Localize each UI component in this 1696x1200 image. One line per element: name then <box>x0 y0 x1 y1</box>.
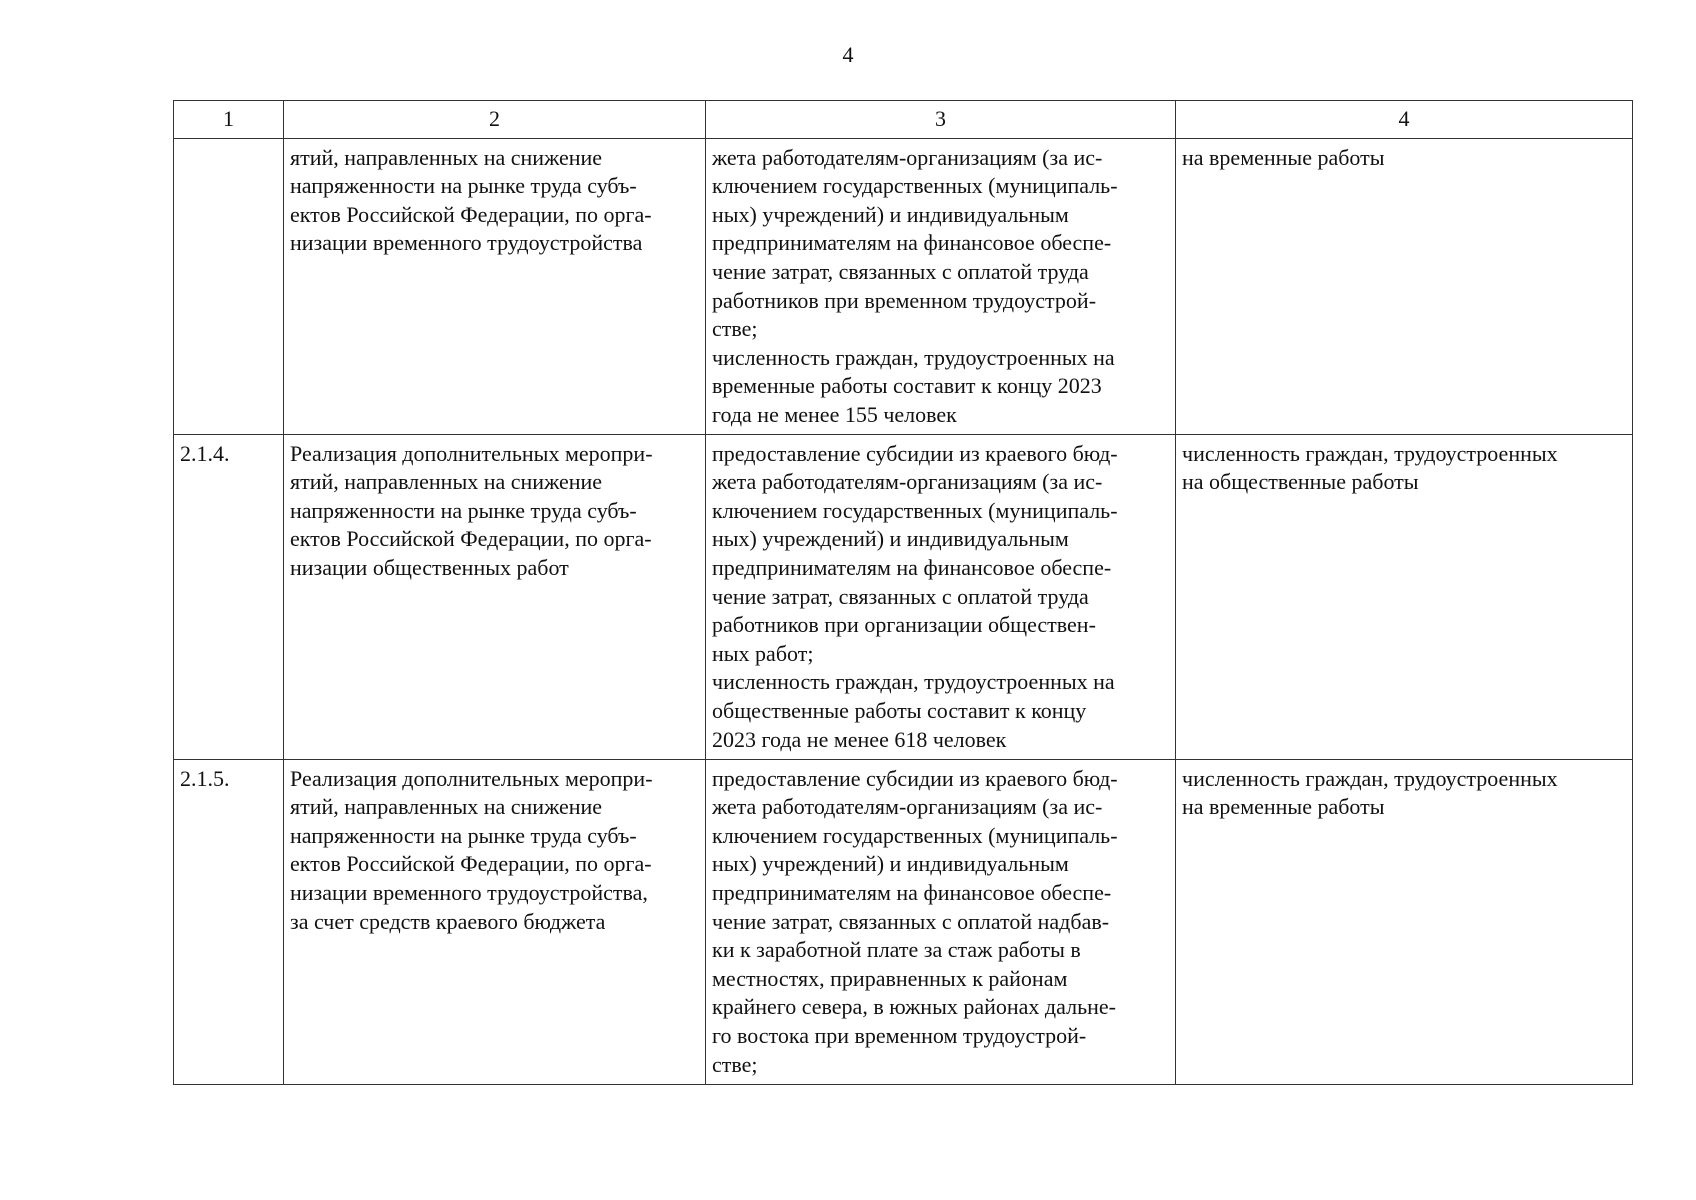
measure-name <box>284 759 706 1084</box>
text-line: предпринимателям на финансовое обеспе- <box>712 879 1112 905</box>
text-line: низации временного трудоустройства, <box>290 879 648 905</box>
text-line: жета работодателям-организациям (за ис- <box>712 144 1103 170</box>
text-line: предоставление субсидии из краевого бюд- <box>712 440 1118 466</box>
table-row <box>174 138 1633 434</box>
text-line: ключением государственных (муниципаль- <box>712 497 1118 523</box>
header-row <box>174 101 1633 139</box>
text-line: на временные работы <box>1182 794 1385 820</box>
text-line: стве; <box>712 316 758 342</box>
text-line: ятий, направленных на снижение <box>290 794 603 820</box>
text-line: чение затрат, связанных с оплатой надбав- <box>712 908 1110 934</box>
text-line: предоставление субсидии из краевого бюд- <box>712 765 1118 791</box>
expected-result <box>706 759 1176 1084</box>
text-line: напряженности на рынке труда субъ- <box>290 497 637 523</box>
text-line: ятий, направленных на снижение <box>290 144 603 170</box>
text-line: ных работ; <box>712 640 814 666</box>
table-row <box>174 434 1633 759</box>
indicator <box>1176 138 1633 434</box>
text-line: ки к заработной плате за стаж работы в <box>712 937 1081 963</box>
text-line: местностях, приравненных к районам <box>712 965 1068 991</box>
page-number: 4 <box>842 42 854 67</box>
indicator <box>1176 434 1633 759</box>
expected-result <box>706 434 1176 759</box>
text-line: года не менее 155 человек <box>712 401 957 427</box>
text-line: работников при организации обществен- <box>712 612 1096 638</box>
text-line: чение затрат, связанных с оплатой труда <box>712 583 1089 609</box>
row-number-text: 2.1.4. <box>180 440 230 466</box>
text-line: на общественные работы <box>1182 469 1419 495</box>
text-line: крайнего севера, в южных районах дальне- <box>712 994 1116 1020</box>
header-col-3: 3 <box>706 101 1176 139</box>
text-line: численность граждан, трудоустроенных <box>1182 440 1558 466</box>
measure-name <box>284 138 706 434</box>
table-body <box>174 138 1633 1084</box>
text-line: ных) учреждений) и индивидуальным <box>712 526 1069 552</box>
text-line: предпринимателям на финансовое обеспе- <box>712 230 1112 256</box>
text-line: Реализация дополнительных меропри- <box>290 765 653 791</box>
text-line: численность граждан, трудоустроенных <box>1182 765 1558 791</box>
header-col-4: 4 <box>1176 101 1633 139</box>
text-line: за счет средств краевого бюджета <box>290 908 606 934</box>
text-line: ятий, направленных на снижение <box>290 469 603 495</box>
text-line: низации временного трудоустройства <box>290 230 643 256</box>
text-line: жета работодателям-организациям (за ис- <box>712 469 1103 495</box>
text-line: временные работы составит к концу 2023 <box>712 373 1102 399</box>
row-number-text: 2.1.5. <box>180 765 230 791</box>
text-line: ключением государственных (муниципаль- <box>712 173 1118 199</box>
table-header <box>174 101 1633 139</box>
text-line: жета работодателям-организациям (за ис- <box>712 794 1103 820</box>
row-number <box>174 138 284 434</box>
text-line: ных) учреждений) и индивидуальным <box>712 201 1069 227</box>
text-line: ных) учреждений) и индивидуальным <box>712 851 1069 877</box>
table-row <box>174 759 1633 1084</box>
text-line: ключением государственных (муниципаль- <box>712 822 1118 848</box>
text-line: напряженности на рынке труда субъ- <box>290 173 637 199</box>
text-line: численность граждан, трудоустроенных на <box>712 669 1115 695</box>
measure-name <box>284 434 706 759</box>
measures-table <box>173 100 1633 1085</box>
text-line: ектов Российской Федерации, по орга- <box>290 526 652 552</box>
text-line: 2023 года не менее 618 человек <box>712 726 1007 752</box>
text-line: го востока при временном трудоустрой- <box>712 1022 1087 1048</box>
row-number <box>174 759 284 1084</box>
header-col-1: 1 <box>174 101 284 139</box>
text-line: напряженности на рынке труда субъ- <box>290 822 637 848</box>
text-line: численность граждан, трудоустроенных на <box>712 344 1115 370</box>
text-line: Реализация дополнительных меропри- <box>290 440 653 466</box>
expected-result <box>706 138 1176 434</box>
text-line: чение затрат, связанных с оплатой труда <box>712 258 1089 284</box>
text-line: на временные работы <box>1182 144 1385 170</box>
text-line: предпринимателям на финансовое обеспе- <box>712 554 1112 580</box>
row-number <box>174 434 284 759</box>
text-line: общественные работы составит к концу <box>712 697 1087 723</box>
text-line: низации общественных работ <box>290 554 569 580</box>
text-line: ектов Российской Федерации, по орга- <box>290 851 652 877</box>
text-line: ектов Российской Федерации, по орга- <box>290 201 652 227</box>
indicator <box>1176 759 1633 1084</box>
text-line: стве; <box>712 1051 758 1077</box>
text-line: работников при временном трудоустрой- <box>712 287 1097 313</box>
header-col-2: 2 <box>284 101 706 139</box>
